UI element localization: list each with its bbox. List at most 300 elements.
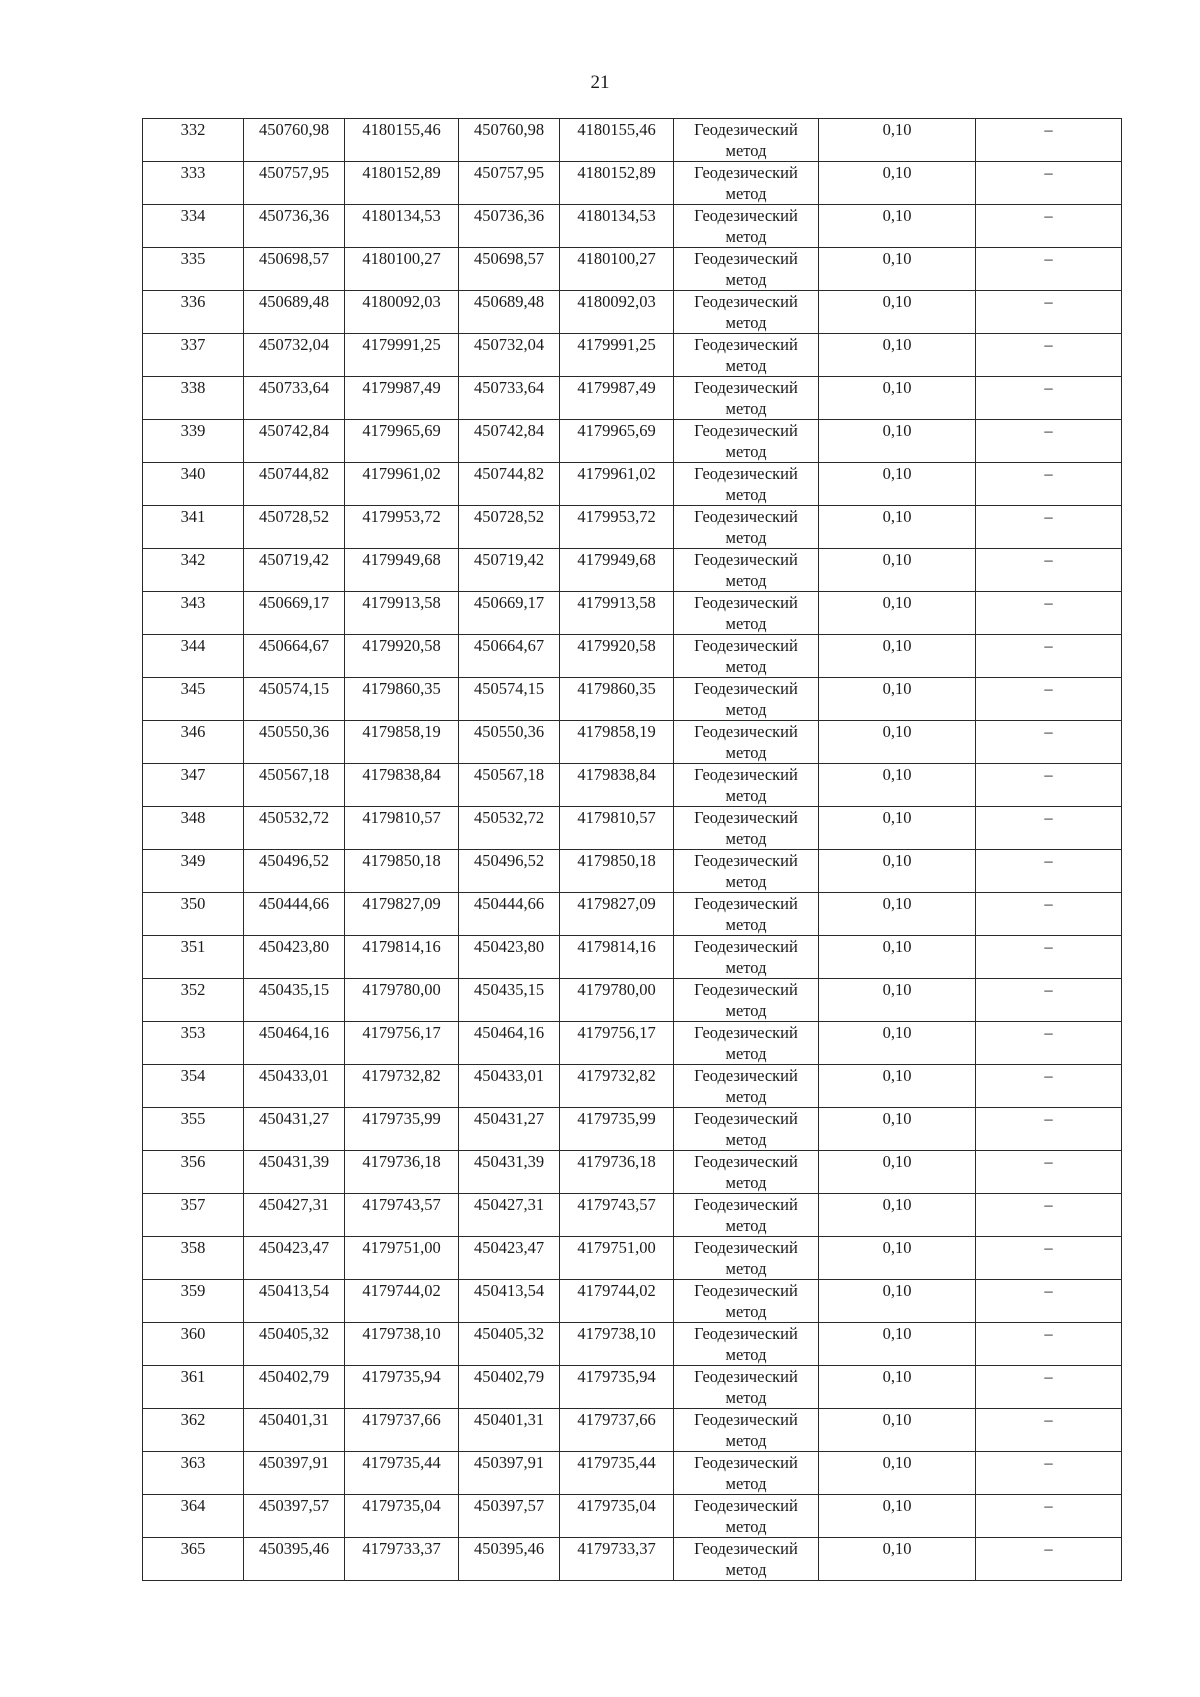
y-new-cell: 4180134,53 bbox=[560, 205, 674, 248]
table-row bbox=[143, 1538, 1122, 1581]
point-number-cell: 339 bbox=[143, 420, 244, 463]
method-cell bbox=[674, 1194, 819, 1237]
y-existing-cell: 4179756,17 bbox=[345, 1022, 459, 1065]
x-new-cell: 450496,52 bbox=[459, 850, 560, 893]
method-cell bbox=[674, 1323, 819, 1366]
point-number-cell: 340 bbox=[143, 463, 244, 506]
method-line-1: Геодезический bbox=[694, 421, 798, 440]
table-row bbox=[143, 1280, 1122, 1323]
x-new-cell: 450464,16 bbox=[459, 1022, 560, 1065]
x-new-cell: 450401,31 bbox=[459, 1409, 560, 1452]
x-new-cell: 450742,84 bbox=[459, 420, 560, 463]
point-number-cell: 334 bbox=[143, 205, 244, 248]
table-row bbox=[143, 291, 1122, 334]
method-line-1: Геодезический bbox=[694, 1281, 798, 1300]
method-line-1: Геодезический bbox=[694, 249, 798, 268]
description-cell: – bbox=[976, 1022, 1122, 1065]
table-row bbox=[143, 1237, 1122, 1280]
accuracy-cell: 0,10 bbox=[819, 549, 976, 592]
accuracy-cell: 0,10 bbox=[819, 1022, 976, 1065]
x-new-cell: 450760,98 bbox=[459, 119, 560, 162]
point-number-cell: 349 bbox=[143, 850, 244, 893]
coordinates-table bbox=[142, 118, 1122, 1581]
x-existing-cell: 450664,67 bbox=[244, 635, 345, 678]
y-new-cell: 4179737,66 bbox=[560, 1409, 674, 1452]
table-row bbox=[143, 420, 1122, 463]
method-line-1: Геодезический bbox=[694, 120, 798, 139]
y-existing-cell: 4179991,25 bbox=[345, 334, 459, 377]
y-new-cell: 4179987,49 bbox=[560, 377, 674, 420]
y-existing-cell: 4179953,72 bbox=[345, 506, 459, 549]
x-new-cell: 450574,15 bbox=[459, 678, 560, 721]
accuracy-cell: 0,10 bbox=[819, 1495, 976, 1538]
accuracy-cell: 0,10 bbox=[819, 936, 976, 979]
x-new-cell: 450736,36 bbox=[459, 205, 560, 248]
method-line-1: Геодезический bbox=[694, 378, 798, 397]
method-line-2: метод bbox=[725, 183, 767, 203]
x-existing-cell: 450728,52 bbox=[244, 506, 345, 549]
method-line-2: метод bbox=[725, 1516, 767, 1536]
x-new-cell: 450744,82 bbox=[459, 463, 560, 506]
table-row bbox=[143, 764, 1122, 807]
accuracy-cell: 0,10 bbox=[819, 850, 976, 893]
point-number-cell: 352 bbox=[143, 979, 244, 1022]
method-line-1: Геодезический bbox=[694, 507, 798, 526]
y-new-cell: 4179780,00 bbox=[560, 979, 674, 1022]
table-row bbox=[143, 1194, 1122, 1237]
method-line-1: Геодезический bbox=[694, 636, 798, 655]
method-line-1: Геодезический bbox=[694, 335, 798, 354]
x-new-cell: 450435,15 bbox=[459, 979, 560, 1022]
table-row bbox=[143, 807, 1122, 850]
y-existing-cell: 4179737,66 bbox=[345, 1409, 459, 1452]
method-line-1: Геодезический bbox=[694, 808, 798, 827]
method-line-2: метод bbox=[725, 656, 767, 676]
accuracy-cell: 0,10 bbox=[819, 1452, 976, 1495]
description-cell: – bbox=[976, 119, 1122, 162]
method-line-2: метод bbox=[725, 828, 767, 848]
y-existing-cell: 4180134,53 bbox=[345, 205, 459, 248]
x-new-cell: 450431,27 bbox=[459, 1108, 560, 1151]
description-cell: – bbox=[976, 893, 1122, 936]
point-number-cell: 361 bbox=[143, 1366, 244, 1409]
method-line-1: Геодезический bbox=[694, 1109, 798, 1128]
point-number-cell: 351 bbox=[143, 936, 244, 979]
point-number-cell: 343 bbox=[143, 592, 244, 635]
point-number-cell: 357 bbox=[143, 1194, 244, 1237]
method-line-1: Геодезический bbox=[694, 851, 798, 870]
table-row bbox=[143, 1409, 1122, 1452]
x-new-cell: 450423,80 bbox=[459, 936, 560, 979]
y-new-cell: 4179961,02 bbox=[560, 463, 674, 506]
method-cell bbox=[674, 1538, 819, 1581]
method-line-2: метод bbox=[725, 527, 767, 547]
x-existing-cell: 450550,36 bbox=[244, 721, 345, 764]
y-existing-cell: 4179732,82 bbox=[345, 1065, 459, 1108]
x-existing-cell: 450444,66 bbox=[244, 893, 345, 936]
method-line-2: метод bbox=[725, 871, 767, 891]
y-existing-cell: 4179751,00 bbox=[345, 1237, 459, 1280]
y-existing-cell: 4179827,09 bbox=[345, 893, 459, 936]
y-existing-cell: 4179735,99 bbox=[345, 1108, 459, 1151]
method-line-2: метод bbox=[725, 1086, 767, 1106]
point-number-cell: 353 bbox=[143, 1022, 244, 1065]
accuracy-cell: 0,10 bbox=[819, 1194, 976, 1237]
accuracy-cell: 0,10 bbox=[819, 162, 976, 205]
y-new-cell: 4179735,44 bbox=[560, 1452, 674, 1495]
method-line-1: Геодезический bbox=[694, 937, 798, 956]
description-cell: – bbox=[976, 334, 1122, 377]
x-existing-cell: 450401,31 bbox=[244, 1409, 345, 1452]
table-row bbox=[143, 678, 1122, 721]
y-existing-cell: 4179858,19 bbox=[345, 721, 459, 764]
method-cell bbox=[674, 936, 819, 979]
point-number-cell: 360 bbox=[143, 1323, 244, 1366]
point-number-cell: 359 bbox=[143, 1280, 244, 1323]
y-existing-cell: 4179838,84 bbox=[345, 764, 459, 807]
point-number-cell: 356 bbox=[143, 1151, 244, 1194]
y-existing-cell: 4179780,00 bbox=[345, 979, 459, 1022]
method-line-1: Геодезический bbox=[694, 464, 798, 483]
x-existing-cell: 450496,52 bbox=[244, 850, 345, 893]
description-cell: – bbox=[976, 463, 1122, 506]
method-line-1: Геодезический bbox=[694, 1238, 798, 1257]
method-line-1: Геодезический bbox=[694, 292, 798, 311]
x-new-cell: 450698,57 bbox=[459, 248, 560, 291]
table-row bbox=[143, 1151, 1122, 1194]
x-new-cell: 450405,32 bbox=[459, 1323, 560, 1366]
x-existing-cell: 450397,57 bbox=[244, 1495, 345, 1538]
method-cell bbox=[674, 420, 819, 463]
x-new-cell: 450733,64 bbox=[459, 377, 560, 420]
table-row bbox=[143, 635, 1122, 678]
y-new-cell: 4179736,18 bbox=[560, 1151, 674, 1194]
description-cell: – bbox=[976, 936, 1122, 979]
x-new-cell: 450757,95 bbox=[459, 162, 560, 205]
description-cell: – bbox=[976, 678, 1122, 721]
method-line-2: метод bbox=[725, 484, 767, 504]
accuracy-cell: 0,10 bbox=[819, 1409, 976, 1452]
method-cell bbox=[674, 893, 819, 936]
method-cell bbox=[674, 248, 819, 291]
method-line-1: Геодезический bbox=[694, 1152, 798, 1171]
x-existing-cell: 450567,18 bbox=[244, 764, 345, 807]
x-new-cell: 450402,79 bbox=[459, 1366, 560, 1409]
point-number-cell: 350 bbox=[143, 893, 244, 936]
accuracy-cell: 0,10 bbox=[819, 1065, 976, 1108]
y-new-cell: 4179751,00 bbox=[560, 1237, 674, 1280]
table-row bbox=[143, 979, 1122, 1022]
description-cell: – bbox=[976, 248, 1122, 291]
table-row bbox=[143, 205, 1122, 248]
y-existing-cell: 4179860,35 bbox=[345, 678, 459, 721]
table-row bbox=[143, 334, 1122, 377]
method-cell bbox=[674, 1452, 819, 1495]
y-new-cell: 4180155,46 bbox=[560, 119, 674, 162]
method-cell bbox=[674, 807, 819, 850]
y-new-cell: 4179814,16 bbox=[560, 936, 674, 979]
method-line-1: Геодезический bbox=[694, 765, 798, 784]
method-line-1: Геодезический bbox=[694, 980, 798, 999]
description-cell: – bbox=[976, 592, 1122, 635]
description-cell: – bbox=[976, 1495, 1122, 1538]
method-line-1: Геодезический bbox=[694, 679, 798, 698]
method-line-1: Геодезический bbox=[694, 1023, 798, 1042]
x-existing-cell: 450733,64 bbox=[244, 377, 345, 420]
y-existing-cell: 4180100,27 bbox=[345, 248, 459, 291]
y-new-cell: 4180100,27 bbox=[560, 248, 674, 291]
method-cell bbox=[674, 1108, 819, 1151]
table-row bbox=[143, 119, 1122, 162]
method-line-2: метод bbox=[725, 785, 767, 805]
accuracy-cell: 0,10 bbox=[819, 635, 976, 678]
method-line-1: Геодезический bbox=[694, 550, 798, 569]
table-row bbox=[143, 1065, 1122, 1108]
method-cell bbox=[674, 592, 819, 635]
method-line-2: метод bbox=[725, 1473, 767, 1493]
x-existing-cell: 450431,39 bbox=[244, 1151, 345, 1194]
description-cell: – bbox=[976, 1108, 1122, 1151]
accuracy-cell: 0,10 bbox=[819, 463, 976, 506]
y-existing-cell: 4179949,68 bbox=[345, 549, 459, 592]
point-number-cell: 336 bbox=[143, 291, 244, 334]
point-number-cell: 344 bbox=[143, 635, 244, 678]
accuracy-cell: 0,10 bbox=[819, 1323, 976, 1366]
method-line-2: метод bbox=[725, 312, 767, 332]
table-row bbox=[143, 248, 1122, 291]
method-line-2: метод bbox=[725, 699, 767, 719]
x-existing-cell: 450689,48 bbox=[244, 291, 345, 334]
point-number-cell: 338 bbox=[143, 377, 244, 420]
x-new-cell: 450427,31 bbox=[459, 1194, 560, 1237]
description-cell: – bbox=[976, 979, 1122, 1022]
description-cell: – bbox=[976, 721, 1122, 764]
method-cell bbox=[674, 1366, 819, 1409]
y-new-cell: 4179850,18 bbox=[560, 850, 674, 893]
method-cell bbox=[674, 1237, 819, 1280]
accuracy-cell: 0,10 bbox=[819, 377, 976, 420]
x-existing-cell: 450669,17 bbox=[244, 592, 345, 635]
x-existing-cell: 450402,79 bbox=[244, 1366, 345, 1409]
description-cell: – bbox=[976, 1538, 1122, 1581]
table-row bbox=[143, 1495, 1122, 1538]
method-line-1: Геодезический bbox=[694, 593, 798, 612]
method-cell bbox=[674, 1409, 819, 1452]
method-line-1: Геодезический bbox=[694, 1195, 798, 1214]
y-new-cell: 4180092,03 bbox=[560, 291, 674, 334]
y-new-cell: 4179732,82 bbox=[560, 1065, 674, 1108]
y-new-cell: 4179744,02 bbox=[560, 1280, 674, 1323]
method-line-2: метод bbox=[725, 613, 767, 633]
y-new-cell: 4179735,99 bbox=[560, 1108, 674, 1151]
table-row bbox=[143, 1452, 1122, 1495]
accuracy-cell: 0,10 bbox=[819, 678, 976, 721]
method-cell bbox=[674, 721, 819, 764]
accuracy-cell: 0,10 bbox=[819, 334, 976, 377]
accuracy-cell: 0,10 bbox=[819, 1366, 976, 1409]
table-row bbox=[143, 1108, 1122, 1151]
x-existing-cell: 450736,36 bbox=[244, 205, 345, 248]
method-line-1: Геодезический bbox=[694, 163, 798, 182]
y-existing-cell: 4179850,18 bbox=[345, 850, 459, 893]
table-row bbox=[143, 506, 1122, 549]
x-existing-cell: 450423,80 bbox=[244, 936, 345, 979]
x-new-cell: 450550,36 bbox=[459, 721, 560, 764]
table-row bbox=[143, 162, 1122, 205]
method-cell bbox=[674, 291, 819, 334]
y-existing-cell: 4179913,58 bbox=[345, 592, 459, 635]
point-number-cell: 364 bbox=[143, 1495, 244, 1538]
method-cell bbox=[674, 1280, 819, 1323]
x-new-cell: 450433,01 bbox=[459, 1065, 560, 1108]
method-line-1: Геодезический bbox=[694, 1453, 798, 1472]
accuracy-cell: 0,10 bbox=[819, 1237, 976, 1280]
x-new-cell: 450532,72 bbox=[459, 807, 560, 850]
point-number-cell: 363 bbox=[143, 1452, 244, 1495]
x-existing-cell: 450742,84 bbox=[244, 420, 345, 463]
description-cell: – bbox=[976, 1409, 1122, 1452]
description-cell: – bbox=[976, 420, 1122, 463]
point-number-cell: 355 bbox=[143, 1108, 244, 1151]
point-number-cell: 333 bbox=[143, 162, 244, 205]
table-row bbox=[143, 1366, 1122, 1409]
y-new-cell: 4179858,19 bbox=[560, 721, 674, 764]
method-line-2: метод bbox=[725, 1301, 767, 1321]
accuracy-cell: 0,10 bbox=[819, 1151, 976, 1194]
y-existing-cell: 4179810,57 bbox=[345, 807, 459, 850]
method-line-2: метод bbox=[725, 914, 767, 934]
description-cell: – bbox=[976, 162, 1122, 205]
accuracy-cell: 0,10 bbox=[819, 1108, 976, 1151]
description-cell: – bbox=[976, 377, 1122, 420]
y-new-cell: 4179738,10 bbox=[560, 1323, 674, 1366]
y-new-cell: 4179953,72 bbox=[560, 506, 674, 549]
description-cell: – bbox=[976, 635, 1122, 678]
method-line-1: Геодезический bbox=[694, 1066, 798, 1085]
point-number-cell: 332 bbox=[143, 119, 244, 162]
method-line-2: метод bbox=[725, 1559, 767, 1579]
method-line-2: метод bbox=[725, 1344, 767, 1364]
y-new-cell: 4179810,57 bbox=[560, 807, 674, 850]
description-cell: – bbox=[976, 1366, 1122, 1409]
x-new-cell: 450397,57 bbox=[459, 1495, 560, 1538]
accuracy-cell: 0,10 bbox=[819, 1538, 976, 1581]
method-cell bbox=[674, 979, 819, 1022]
x-new-cell: 450669,17 bbox=[459, 592, 560, 635]
point-number-cell: 345 bbox=[143, 678, 244, 721]
description-cell: – bbox=[976, 850, 1122, 893]
method-line-2: метод bbox=[725, 742, 767, 762]
y-existing-cell: 4180092,03 bbox=[345, 291, 459, 334]
accuracy-cell: 0,10 bbox=[819, 807, 976, 850]
x-existing-cell: 450423,47 bbox=[244, 1237, 345, 1280]
description-cell: – bbox=[976, 1151, 1122, 1194]
point-number-cell: 341 bbox=[143, 506, 244, 549]
x-existing-cell: 450698,57 bbox=[244, 248, 345, 291]
x-new-cell: 450732,04 bbox=[459, 334, 560, 377]
y-existing-cell: 4180152,89 bbox=[345, 162, 459, 205]
x-existing-cell: 450413,54 bbox=[244, 1280, 345, 1323]
description-cell: – bbox=[976, 549, 1122, 592]
x-new-cell: 450664,67 bbox=[459, 635, 560, 678]
y-new-cell: 4179733,37 bbox=[560, 1538, 674, 1581]
accuracy-cell: 0,10 bbox=[819, 764, 976, 807]
point-number-cell: 358 bbox=[143, 1237, 244, 1280]
accuracy-cell: 0,10 bbox=[819, 506, 976, 549]
y-existing-cell: 4179735,44 bbox=[345, 1452, 459, 1495]
accuracy-cell: 0,10 bbox=[819, 893, 976, 936]
accuracy-cell: 0,10 bbox=[819, 721, 976, 764]
x-existing-cell: 450431,27 bbox=[244, 1108, 345, 1151]
method-line-2: метод bbox=[725, 1172, 767, 1192]
accuracy-cell: 0,10 bbox=[819, 1280, 976, 1323]
point-number-cell: 348 bbox=[143, 807, 244, 850]
x-existing-cell: 450395,46 bbox=[244, 1538, 345, 1581]
y-new-cell: 4179991,25 bbox=[560, 334, 674, 377]
method-line-2: метод bbox=[725, 1215, 767, 1235]
y-new-cell: 4180152,89 bbox=[560, 162, 674, 205]
x-new-cell: 450728,52 bbox=[459, 506, 560, 549]
method-cell bbox=[674, 678, 819, 721]
method-cell bbox=[674, 1151, 819, 1194]
y-existing-cell: 4179743,57 bbox=[345, 1194, 459, 1237]
accuracy-cell: 0,10 bbox=[819, 979, 976, 1022]
x-existing-cell: 450433,01 bbox=[244, 1065, 345, 1108]
description-cell: – bbox=[976, 506, 1122, 549]
y-new-cell: 4179838,84 bbox=[560, 764, 674, 807]
y-new-cell: 4179735,94 bbox=[560, 1366, 674, 1409]
method-cell bbox=[674, 334, 819, 377]
x-existing-cell: 450744,82 bbox=[244, 463, 345, 506]
x-new-cell: 450395,46 bbox=[459, 1538, 560, 1581]
y-existing-cell: 4179814,16 bbox=[345, 936, 459, 979]
x-existing-cell: 450397,91 bbox=[244, 1452, 345, 1495]
x-existing-cell: 450435,15 bbox=[244, 979, 345, 1022]
table-row bbox=[143, 936, 1122, 979]
description-cell: – bbox=[976, 1452, 1122, 1495]
point-number-cell: 365 bbox=[143, 1538, 244, 1581]
x-new-cell: 450431,39 bbox=[459, 1151, 560, 1194]
table-row bbox=[143, 592, 1122, 635]
y-new-cell: 4179743,57 bbox=[560, 1194, 674, 1237]
x-new-cell: 450689,48 bbox=[459, 291, 560, 334]
table-row bbox=[143, 1022, 1122, 1065]
y-new-cell: 4179756,17 bbox=[560, 1022, 674, 1065]
table-row bbox=[143, 549, 1122, 592]
y-existing-cell: 4179735,04 bbox=[345, 1495, 459, 1538]
table-row bbox=[143, 850, 1122, 893]
x-existing-cell: 450464,16 bbox=[244, 1022, 345, 1065]
table-row bbox=[143, 377, 1122, 420]
description-cell: – bbox=[976, 1280, 1122, 1323]
method-line-2: метод bbox=[725, 957, 767, 977]
method-line-2: метод bbox=[725, 140, 767, 160]
y-new-cell: 4179913,58 bbox=[560, 592, 674, 635]
table-body bbox=[143, 119, 1122, 1581]
page-number: 21 bbox=[590, 72, 610, 93]
method-cell bbox=[674, 205, 819, 248]
y-new-cell: 4179860,35 bbox=[560, 678, 674, 721]
x-existing-cell: 450532,72 bbox=[244, 807, 345, 850]
method-line-2: метод bbox=[725, 1430, 767, 1450]
description-cell: – bbox=[976, 291, 1122, 334]
x-existing-cell: 450719,42 bbox=[244, 549, 345, 592]
table-row bbox=[143, 721, 1122, 764]
method-line-1: Геодезический bbox=[694, 1410, 798, 1429]
y-new-cell: 4179735,04 bbox=[560, 1495, 674, 1538]
y-existing-cell: 4179965,69 bbox=[345, 420, 459, 463]
method-line-2: метод bbox=[725, 570, 767, 590]
